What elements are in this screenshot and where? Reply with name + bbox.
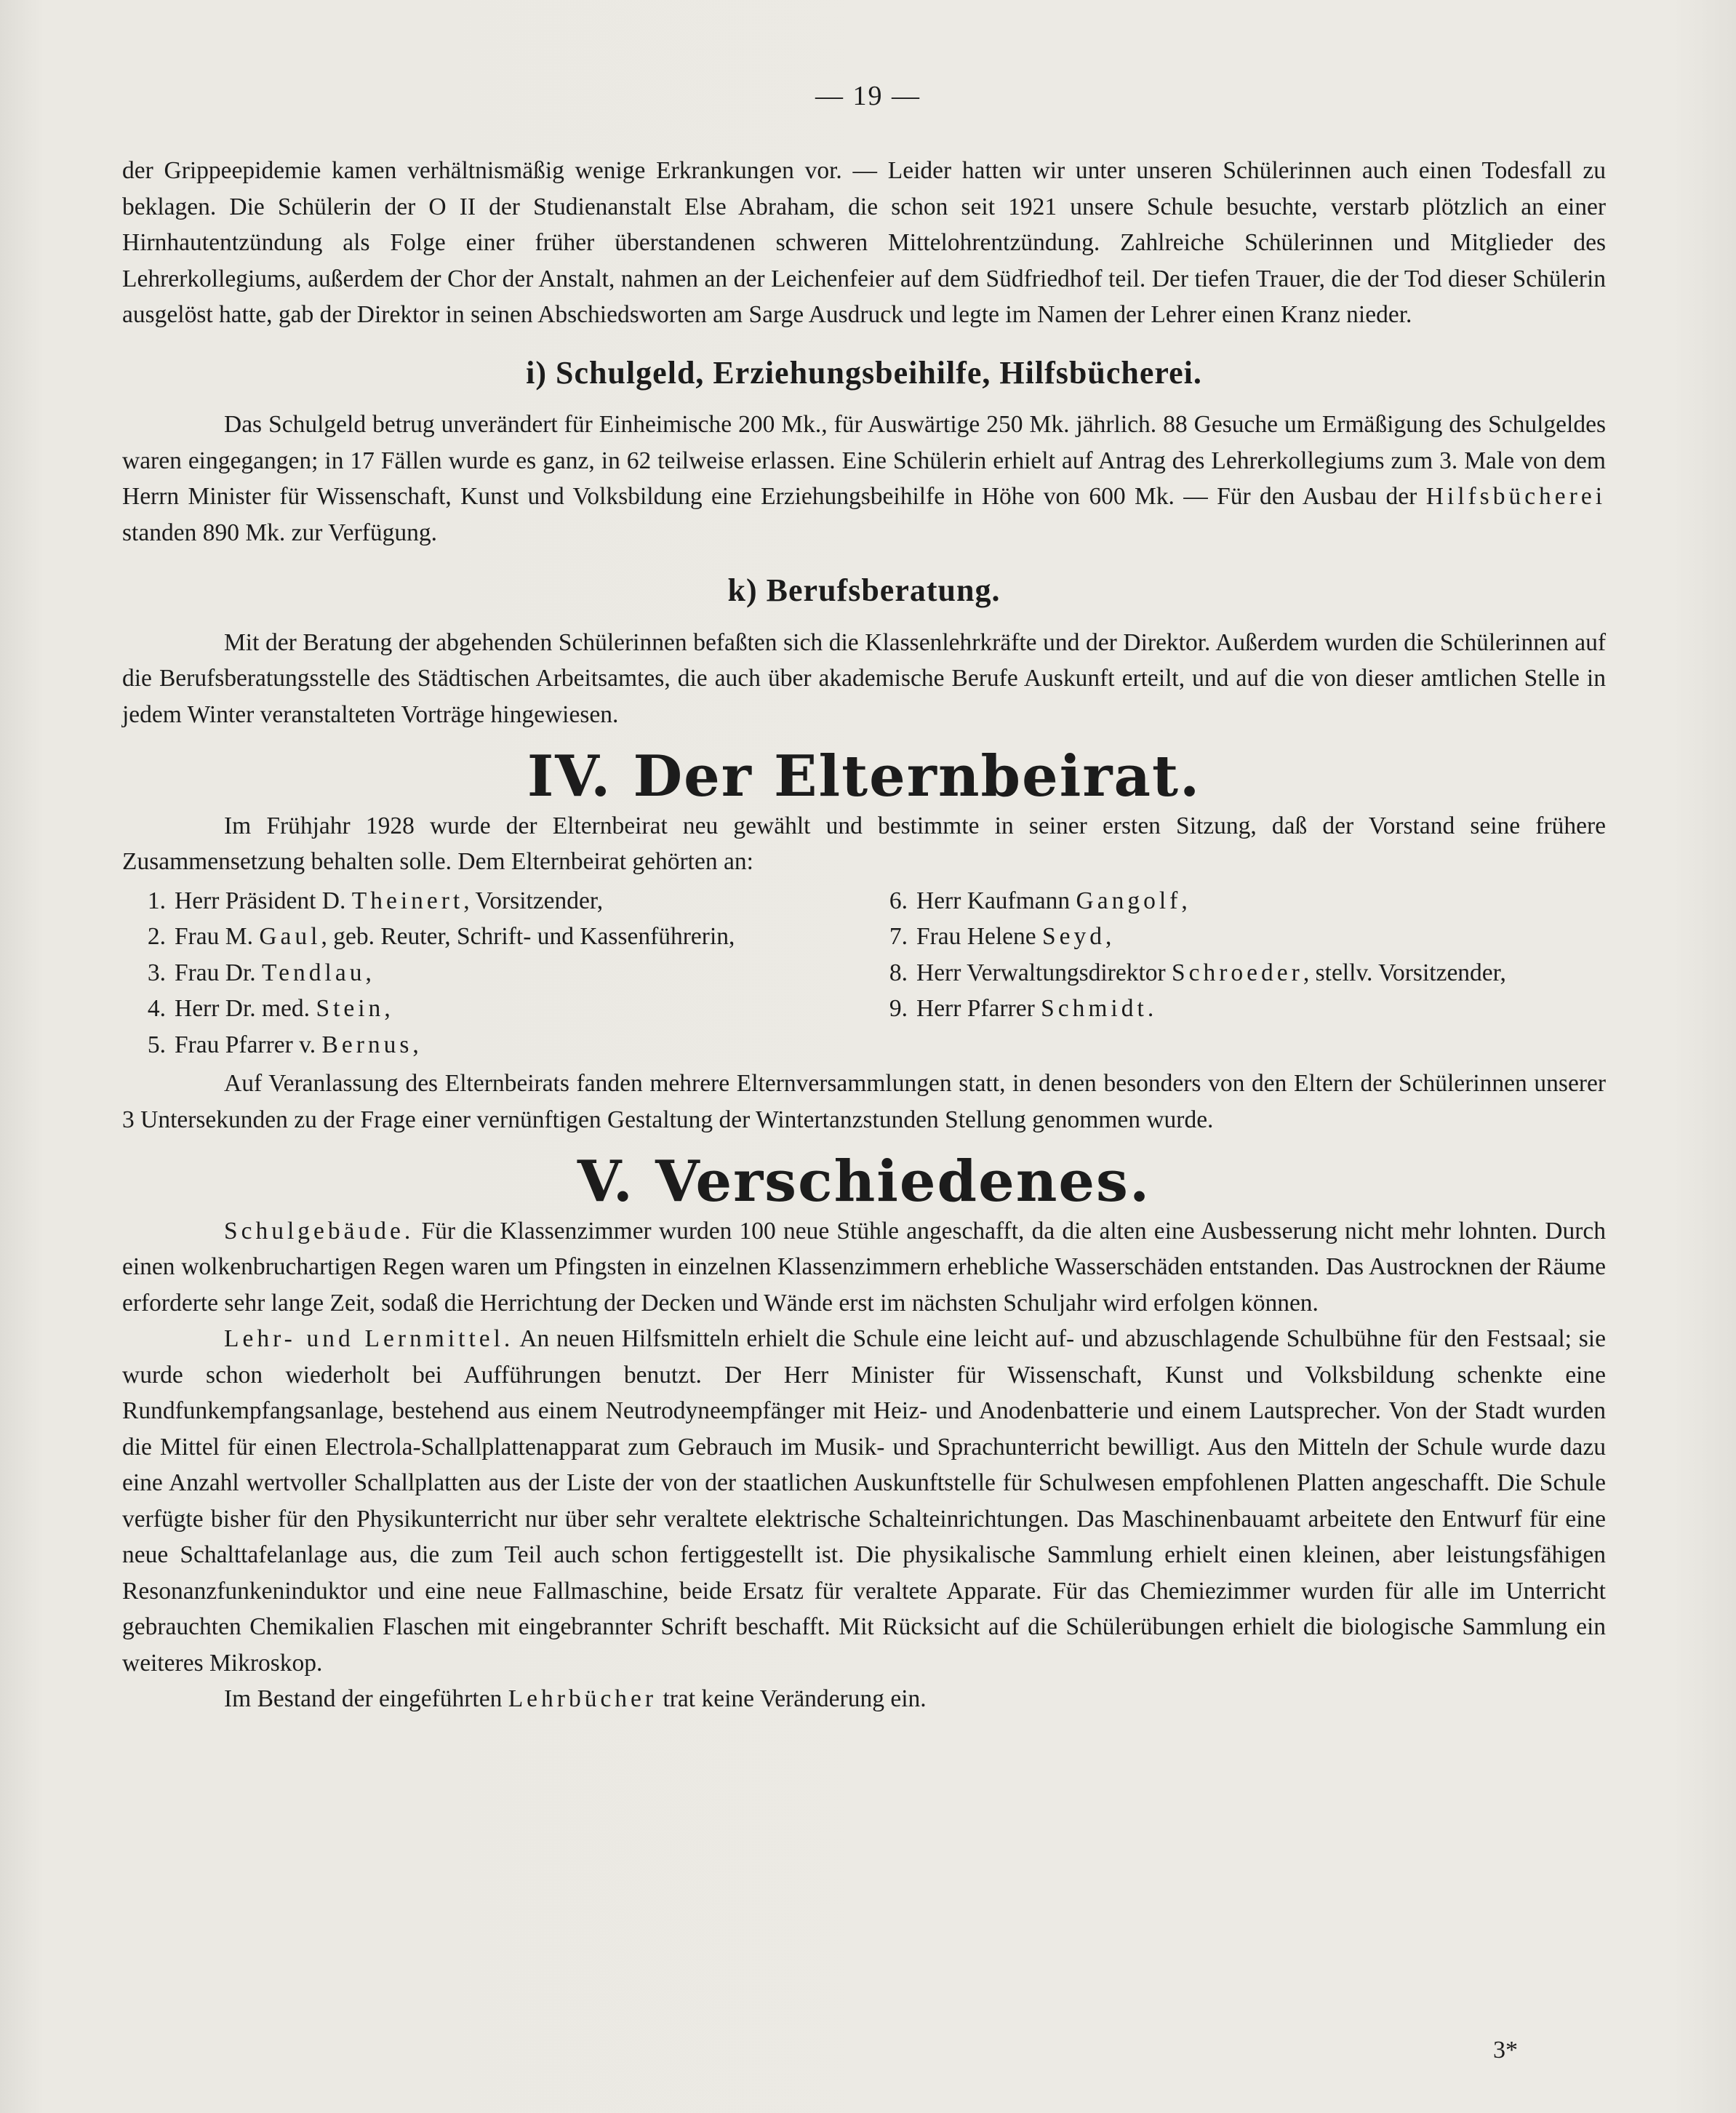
members-list xyxy=(122,883,1606,1063)
section-v-paragraph-1: Schulgebäude. Für die Klassenzimmer wurden 100 neue Stühle angeschafft, da die alten eine Ausbesserung nicht mehr lohnten. Durch einen wolkenbruchartigen Regen waren um Pfingsten in einzelnen Klassenzimmern erhebliche Wasserschäden entstanden. Das Austrocknen der Räume erforderte sehr lange Zeit, sodaß die Herrichtung der Decken und Wände erst im nächsten Schuljahr wird erfolgen können. xyxy=(122,1217,1607,1317)
section-v-term-3: Lehrbücher xyxy=(508,1685,657,1712)
section-i-spaced-term: Hilfsbücherei xyxy=(1425,483,1607,510)
member-item: 1. Herr Präsident D. Theinert, Vorsitzender, xyxy=(147,887,604,914)
member-item: 8. Herr Verwaltungsdirektor Schroeder, stellv. Vorsitzender, xyxy=(889,959,1506,986)
section-iv-heading: IV. Der Elternbeirat. xyxy=(527,743,1201,810)
section-i-text-a: Das Schulgeld betrug unverändert für Einheimische 200 Mk., für Auswärtige 250 Mk. jährlich. 88 Gesuche um Ermäßigung des Schulgeldes waren eingegangen; in 17 Fällen wurde es ganz, in 62 teilweise erlassen. Eine Schülerin erhielt auf Antrag des Lehrerkollegiums zum 3. Male von dem Herrn Minister für Wissenschaft, Kunst und Volksbildung eine Erziehungsbeihilfe in Höhe von 600 Mk. — Für den Ausbau der xyxy=(122,411,1606,510)
member-item: 6. Herr Kaufmann Gangolf, xyxy=(889,887,1188,914)
section-v-term-2: Lehr- und Lernmittel. xyxy=(224,1325,514,1352)
section-iv-intro: Im Frühjahr 1928 wurde der Elternbeirat neu gewählt und bestimmte in seiner ersten Sitzung, daß der Vorstand seine frühere Zusammensetzung behalten solle. Dem Elternbeirat gehörten an: xyxy=(122,812,1606,875)
members-right-column xyxy=(864,883,1606,1063)
section-k-paragraph: Mit der Beratung der abgehenden Schülerinnen befaßten sich die Klassenlehrkräfte und der Direktor. Außerdem wurden die Schülerinnen auf die Berufsberatungsstelle des Städtischen Arbeitsamtes, die auch über akademische Berufe Auskunft erteilt, und auf die von dieser amtlichen Stelle in jedem Winter veranstalteten Vorträge hingewiesen. xyxy=(122,628,1606,728)
section-v-heading: V. Verschiedenes. xyxy=(577,1149,1151,1215)
section-v-term-1: Schulgebäude. xyxy=(224,1217,415,1245)
section-i-heading: i) Schulgeld, Erziehungsbeihilfe, Hilfsbücherei. xyxy=(526,354,1202,391)
page-number: — 19 — xyxy=(815,81,921,111)
section-k-heading: k) Berufsberatung. xyxy=(727,572,1001,608)
member-item: 2. Frau M. Gaul, geb. Reuter, Schrift- und Kassenführerin, xyxy=(147,923,735,950)
member-item: 7. Frau Helene Seyd, xyxy=(889,923,1112,950)
section-i-text-b: standen 890 Mk. zur Verfügung. xyxy=(122,519,437,546)
intro-paragraph: der Grippeepidemie kamen verhältnismäßig wenige Erkrankungen vor. — Leider hatten wir unter unseren Schülerinnen auch einen Todesfall zu beklagen. Die Schülerin der O II der Studienanstalt Else Abraham, die schon seit 1921 unsere Schule besuchte, verstarb plötzlich an einer Hirnhautentzündung als Folge einer früher überstandenen schweren Mittelohrentzündung. Zahlreiche Schülerinnen und Mitglieder des Lehrerkollegiums, außerdem der Chor der Anstalt, nahmen an der Leichenfeier auf dem Südfriedhof teil. Der tiefen Trauer, die der Tod dieser Schülerin ausgelöst hatte, gab der Direktor in seinen Abschiedsworten am Sarge Ausdruck und legte im Namen der Lehrer einen Kranz nieder. xyxy=(122,157,1606,328)
section-v-paragraph-3: Im Bestand der eingeführten Lehrbücher trat keine Veränderung ein. xyxy=(224,1685,927,1712)
member-item: 3. Frau Dr. Tendlau, xyxy=(147,959,372,986)
section-v-paragraph-2: Lehr- und Lernmittel. An neuen Hilfsmitteln erhielt die Schule eine leicht auf- und abzuschlagende Schulbühne für den Festsaal; sie wurde schon wiederholt bei Aufführungen benutzt. Der Herr Minister für Wissenschaft, Kunst und Volksbildung schenkte eine Rundfunkempfangsanlage, bestehend aus einem Neutrodyneempfänger mit Heiz- und Anodenbatterie und einem Lautsprecher. Von der Stadt wurden die Mittel für einen Electrola-Schallplattenapparat zum Gebrauch im Musik- und Sprachunterricht bewilligt. Aus den Mitteln der Schule wurde dazu eine Anzahl wertvoller Schallplatten aus der Liste der von der staatlichen Auskunftstelle für Schulwesen empfohlenen Platten angeschafft. Die Schule verfügte bisher für den Physikunterricht nur über sehr veraltete elektrische Schalteinrichtungen. Das Maschinenbauamt arbeitete den Entwurf für eine neue Schalttafelanlage aus, die zum Teil auch schon fertiggestellt ist. Die physikalische Sammlung erhielt einen kleinen, aber leistungsfähigen Resonanzfunkeninduktor und eine neue Fallmaschine, beide Ersatz für veraltete Apparate. Für das Chemiezimmer wurden für alle im Unterricht gebrauchten Chemikalien Flaschen mit eingebrannter Schrift beschafft. Mit Rücksicht auf die Schülerübungen erhielt die biologische Sammlung ein weiteres Mikroskop. xyxy=(122,1325,1606,1677)
members-left-column xyxy=(122,883,864,1063)
section-i-paragraph xyxy=(122,407,1606,551)
document-body xyxy=(122,153,1606,1717)
member-item: 9. Herr Pfarrer Schmidt. xyxy=(889,995,1154,1022)
member-item: 4. Herr Dr. med. Stein, xyxy=(147,995,391,1022)
signature-mark: 3* xyxy=(1493,2037,1518,2064)
section-iv-paragraph: Auf Veranlassung des Elternbeirats fanden mehrere Elternversammlungen statt, in denen besonders von den Eltern der Schülerinnen unserer 3 Untersekunden zu der Frage einer vernünftigen Gestaltung der Wintertanzstunden Stellung genommen wurde. xyxy=(122,1070,1606,1133)
member-item: 5. Frau Pfarrer v. Bernus, xyxy=(147,1031,419,1058)
